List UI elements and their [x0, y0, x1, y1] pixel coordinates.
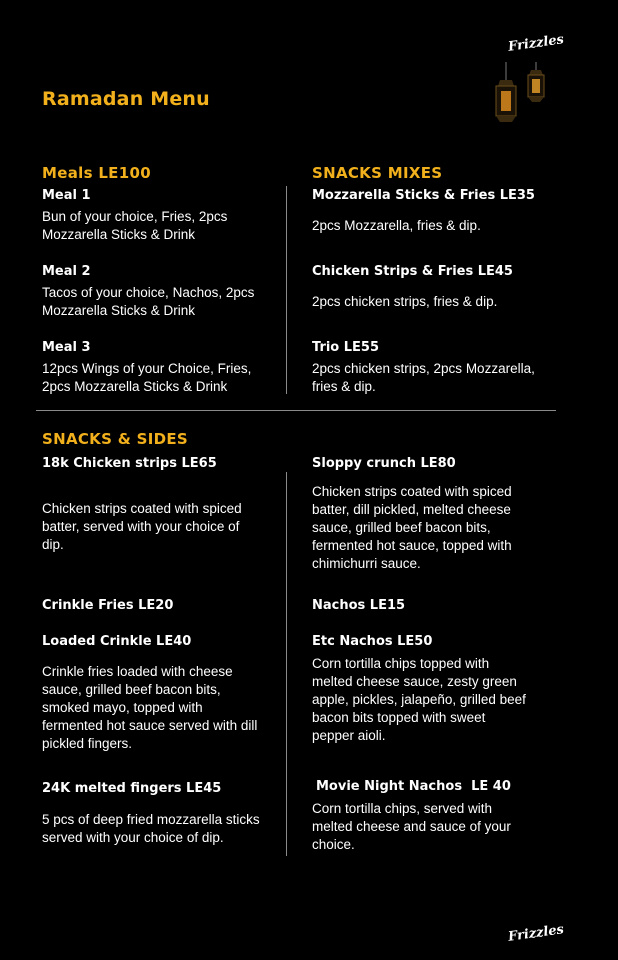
lanterns-icon [490, 62, 550, 130]
brand-logo-bottom: Frizzles [507, 922, 565, 945]
snack-mix-2-name: Chicken Strips & Fries LE45 [312, 264, 513, 279]
snacks-sides-heading: SNACKS & SIDES [42, 430, 189, 448]
meal-2-name: Meal 2 [42, 264, 91, 279]
side-left-3-desc: Crinkle fries loaded with cheese sauce, grilled beef bacon bits, smoked mayo, topped with fermented hot sauce served with dill pickled fingers. [42, 664, 258, 751]
snack-mix-3-desc: 2pcs chicken strips, 2pcs Mozzarella, fries & dip. [312, 361, 535, 394]
column-divider-top [286, 186, 287, 394]
brand-logo-top: Frizzles [507, 32, 565, 55]
side-right-1-desc: Chicken strips coated with spiced batter, dill pickled, melted cheese sauce, grilled beef bacon bits, fermented hot sauce, topped with chimichurri sauce. [312, 484, 512, 571]
meal-2-desc: Tacos of your choice, Nachos, 2pcs Mozzarella Sticks & Drink [42, 285, 255, 318]
meal-1-desc: Bun of your choice, Fries, 2pcs Mozzarella Sticks & Drink [42, 209, 228, 242]
side-left-4-name: 24K melted fingers LE45 [42, 781, 222, 796]
meal-3-name: Meal 3 [42, 340, 91, 355]
snack-mix-1-name: Mozzarella Sticks & Fries LE35 [312, 188, 535, 203]
meal-1-name: Meal 1 [42, 188, 91, 203]
side-left-2-name: Crinkle Fries LE20 [42, 598, 174, 613]
snack-mix-3-name: Trio LE55 [312, 340, 380, 355]
side-right-3-desc: Corn tortilla chips topped with melted cheese sauce, zesty green apple, pickles, jalapeño, grilled beef bacon bits topped with sweet pepper aioli. [312, 656, 526, 743]
meals-heading: Meals LE100 [42, 164, 151, 182]
side-right-4-name: Movie Night Nachos LE 40 [316, 779, 511, 794]
side-right-4-desc: Corn tortilla chips, served with melted cheese and sauce of your choice. [312, 801, 511, 852]
snack-mix-1-desc: 2pcs Mozzarella, fries & dip. [312, 218, 481, 233]
side-right-1-name: Sloppy crunch LE80 [312, 456, 456, 471]
column-divider-bottom [286, 472, 287, 856]
side-left-4-desc: 5 pcs of deep fried mozzarella sticks served with your choice of dip. [42, 812, 260, 845]
side-left-3-name: Loaded Crinkle LE40 [42, 634, 192, 649]
meal-3-desc: 12pcs Wings of your Choice, Fries, 2pcs Mozzarella Sticks & Drink [42, 361, 252, 394]
section-divider [36, 410, 556, 411]
page-title: Ramadan Menu [42, 88, 210, 110]
side-right-2-name: Nachos LE15 [312, 598, 406, 613]
side-left-1-name: 18k Chicken strips LE65 [42, 456, 217, 471]
side-right-3-name: Etc Nachos LE50 [312, 634, 433, 649]
snack-mix-2-desc: 2pcs chicken strips, fries & dip. [312, 294, 498, 309]
snacks-mixes-heading: SNACKS MIXES [312, 164, 443, 182]
side-left-1-desc: Chicken strips coated with spiced batter, served with your choice of dip. [42, 501, 242, 552]
